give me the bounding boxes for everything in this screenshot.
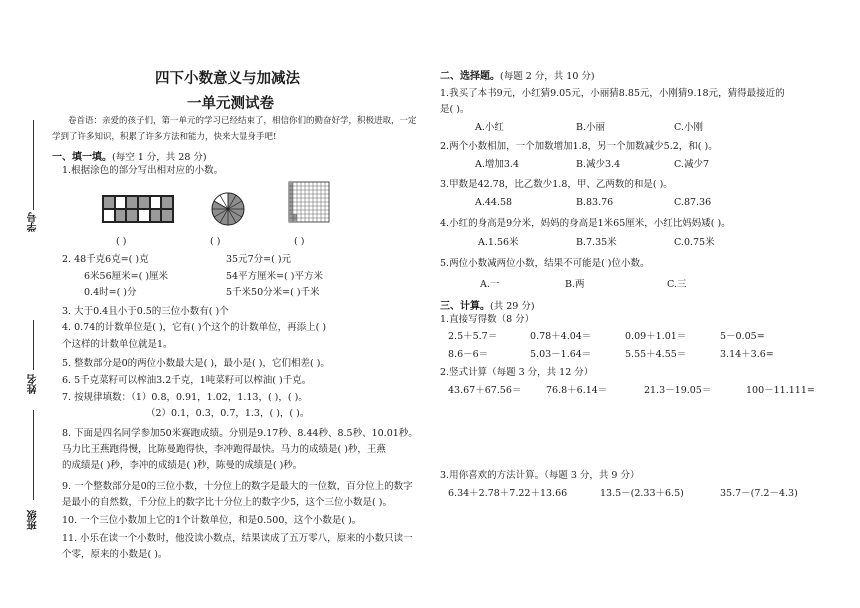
s2-q5-opt-b[interactable]: B.两 <box>565 279 585 290</box>
s1-q1-blank-2[interactable]: ( ) <box>210 236 221 247</box>
margin-label-banji: 班级 <box>28 510 39 530</box>
s3-p1-r1-c2: 0.78＋4.04＝ <box>530 331 592 342</box>
s1-q2b: 35元7分=( )元 <box>226 254 292 265</box>
s1-q1-blank-1[interactable]: ( ) <box>116 236 127 247</box>
s1-q4a: 4. 0.74的计数单位是( )，它有( )个这个的计数单位，再添上( ) <box>62 322 327 333</box>
s2-q4-opt-a[interactable]: A.1.56米 <box>478 237 519 248</box>
s1-q2a: 2. 48千克6克=( )克 <box>62 254 149 265</box>
s1-q5: 5. 整数部分是0的两位小数最大是( )，最小是( )，它们相差( )。 <box>62 358 330 369</box>
s1-q7a: 7. 按规律填数：（1）0.8，0.91，1.02，1.13，( )，( )。 <box>62 392 308 403</box>
s2-q2: 2.两个小数相加，一个加数增加1.8，另一个加数减少5.2，和( )。 <box>440 141 718 152</box>
s2-q1-opt-c[interactable]: C.小刚 <box>674 122 703 133</box>
margin-label-xuehao: 学号 <box>28 212 39 232</box>
s3-p1-r1-c4: 5－0.05= <box>720 331 765 342</box>
s1-q8c: 的成绩是( )秒，李冲的成绩是( )秒，陈曼的成绩是( )秒。 <box>62 460 303 471</box>
s2-q1a: 1.我买了本书9元，小红猜9.05元，小丽猜8.85元，小刚猜9.18元，猜得最接近的 <box>440 88 785 99</box>
section3-note: (共 29 分) <box>490 301 535 312</box>
s1-q8a: 8. 下面是四名同学参加50米赛跑成绩。分别是9.17秒、8.44秒、8.5秒、10.01秒。 <box>62 428 418 439</box>
s2-q3-opt-c[interactable]: C.87.36 <box>674 197 712 208</box>
s2-q2-opt-a[interactable]: A.增加3.4 <box>475 159 519 170</box>
s2-q4-opt-c[interactable]: C.0.75米 <box>674 237 715 248</box>
s1-q11a: 11. 小乐在读一个小数时，他没读小数点，结果读成了五万零八，原来的小数只读一 <box>62 533 413 544</box>
s2-q4: 4.小红的身高是9分米，妈妈的身高是1米65厘米，小红比妈妈矮( )。 <box>440 218 731 229</box>
s1-q10: 10. 一个三位小数加上它的1个计数单位，和是0.500，这个小数是( )。 <box>62 515 362 526</box>
s1-q2d: 54平方厘米=( )平方米 <box>226 271 323 282</box>
s2-q5-opt-c[interactable]: C.三 <box>667 279 687 290</box>
s1-q2f: 5千米50分米=( )千米 <box>226 287 320 298</box>
margin-line-top <box>33 120 34 210</box>
s2-q5-opt-a[interactable]: A.一 <box>480 279 500 290</box>
section2-heading <box>440 67 595 82</box>
section1-title: 一、填一填。 <box>52 152 112 163</box>
s3-p2-c3: 21.3－19.05＝ <box>644 385 712 396</box>
s1-q11b: 个零，原来的小数是( )。 <box>62 549 168 560</box>
s2-q1-opt-b[interactable]: B.小丽 <box>576 122 606 133</box>
s2-q3-opt-a[interactable]: A.44.58 <box>475 197 513 208</box>
s2-q4-opt-b[interactable]: B.7.35米 <box>576 237 617 248</box>
s3-p1-r1-c3: 0.09＋1.01＝ <box>625 331 687 342</box>
section3-title: 三、计算。 <box>440 301 490 312</box>
s1-q9a: 9. 一个整数部分是0的三位小数，十分位上的数字是最大的一位数，百分位上的数字 <box>62 481 413 492</box>
figure-hundred-grid <box>288 181 330 223</box>
s3-p3-c2: 13.5－(2.33＋6.5) <box>600 488 684 499</box>
s1-q1-blank-3[interactable]: ( ) <box>294 236 305 247</box>
s1-q1: 1.根据涂色的部分写出相对应的小数。 <box>62 165 224 176</box>
intro-line-2: 学到了许多知识，积累了许多方法和能力，快来大显身手吧! <box>52 132 277 142</box>
s1-q4b: 个这样的计数单位就是1。 <box>62 339 173 350</box>
s3-p1-r2-c2: 5.03－1.64＝ <box>530 349 592 360</box>
s2-q2-opt-c[interactable]: C.减少7 <box>674 159 709 170</box>
s3-p2-c4: 100－11.111= <box>746 385 815 396</box>
s3-p2-c2: 76.8＋6.14＝ <box>546 385 608 396</box>
margin-line-mid <box>33 320 34 370</box>
s3-p1-r2-c3: 5.55＋4.55＝ <box>625 349 687 360</box>
s2-q2-opt-b[interactable]: B.减少3.4 <box>576 159 621 170</box>
section2-note: (每题 2 分，共 10 分) <box>500 71 595 82</box>
page-subtitle: 一单元测试卷 <box>187 96 274 112</box>
s2-q5: 5.两位小数减两位小数，结果不可能是( )位小数。 <box>440 258 650 269</box>
s2-q3-opt-b[interactable]: B.83.76 <box>576 197 614 208</box>
s3-p1-r1-c1: 2.5＋5.7＝ <box>448 331 498 342</box>
s1-q7b: （2）0.1，0.3，0.7，1.3，( )，( )。 <box>146 408 310 419</box>
s1-q8b: 马力比王燕跑得慢，比陈曼跑得快，李冲跑得最快。马力的成绩是( )秒，王燕 <box>62 444 386 455</box>
s1-q6: 6. 5千克菜籽可以榨油3.2千克，1吨菜籽可以榨油( )千克。 <box>62 375 312 386</box>
s1-q9b: 是最小的自然数，千分位上的数字比十分位上的数字少5，这个三位小数是( )。 <box>62 497 392 508</box>
s1-q2e: 0.4时=( )分 <box>84 287 137 298</box>
section1-heading <box>52 148 207 163</box>
margin-line-low <box>33 410 34 500</box>
section1-note: (每空 1 分，共 28 分) <box>112 152 207 163</box>
s3-p3-c3: 35.7－(7.2－4.3) <box>720 488 798 499</box>
page-title: 四下小数意义与加减法 <box>155 71 300 87</box>
s2-q1b: 是( )。 <box>440 104 470 115</box>
s2-q3: 3.甲数是42.78，比乙数少1.8，甲、乙两数的和是( )。 <box>440 179 673 190</box>
s3-p3-c1: 6.34＋2.78＋7.22＋13.66 <box>448 488 568 499</box>
s2-q1-opt-a[interactable]: A.小红 <box>475 122 504 133</box>
s3-p2: 2.竖式计算（每题 3 分，共 12 分） <box>440 367 594 378</box>
section3-heading <box>440 297 535 312</box>
s3-p1: 1.直接写得数（8 分） <box>440 314 535 325</box>
s3-p3: 3.用你喜欢的方法计算。（每题 3 分，共 9 分） <box>440 470 640 481</box>
margin-label-xingming: 姓名 <box>28 374 39 394</box>
s1-q2c: 6米56厘米=( )厘米 <box>84 271 169 282</box>
figure-circle <box>210 191 246 227</box>
section2-title: 二、选择题。 <box>440 71 500 82</box>
s1-q3: 3. 大于0.4且小于0.5的三位小数有( )个 <box>62 306 229 317</box>
s3-p2-c1: 43.67＋67.56＝ <box>448 385 522 396</box>
s3-p1-r2-c4: 3.14＋3.6= <box>720 349 774 360</box>
figure-squares <box>102 195 174 223</box>
s3-p1-r2-c1: 8.6－6＝ <box>448 349 489 360</box>
intro-line-1: 卷首语：亲爱的孩子们，第一单元的学习已经结束了，相信你们的勤奋好学，积极进取，一定 <box>68 116 417 126</box>
